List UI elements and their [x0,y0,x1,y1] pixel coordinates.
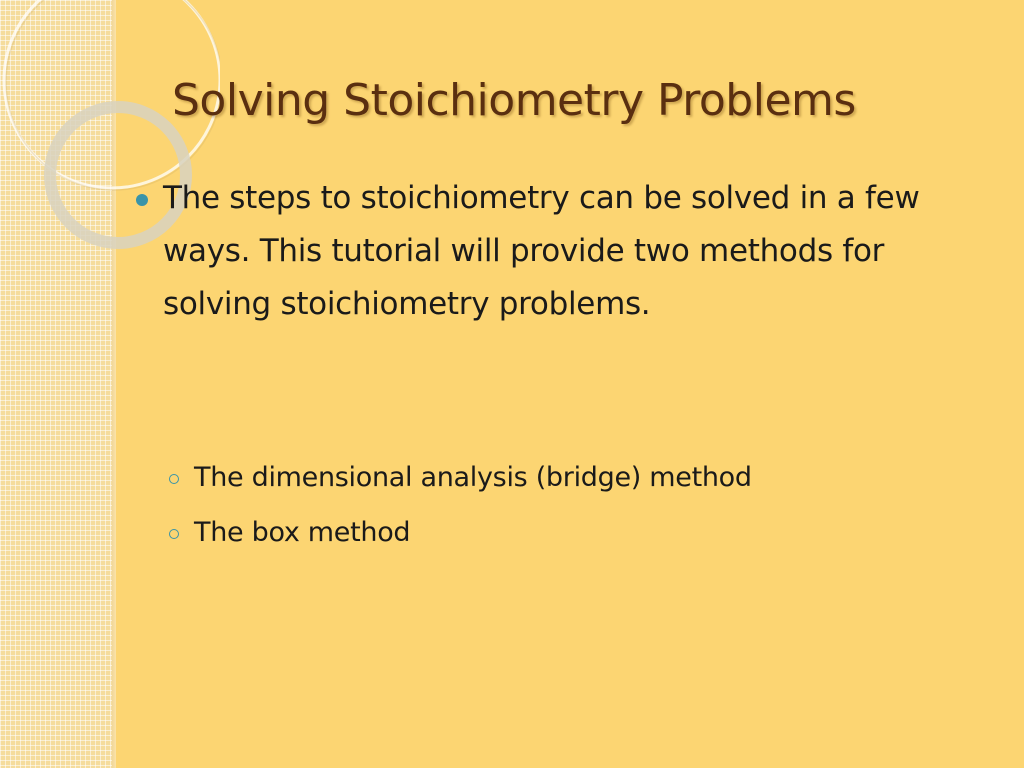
bullet-text: The steps to stoichiometry can be solved in a few ways. This tutorial will provide two methods for solving stoichiometry problems. [163,180,920,322]
slide-title: Solving Stoichiometry Problems [172,75,856,126]
sub-bullet-item [166,505,986,560]
sub-bullet-list [166,450,986,560]
bullet-dot-icon [136,194,148,206]
sub-bullet-item [166,450,986,505]
sub-bullet-text: The box method [194,517,411,548]
sub-bullet-text: The dimensional analysis (bridge) method [194,462,752,493]
sub-bullet-ring-icon [169,474,179,484]
sub-bullet-ring-icon [169,529,179,539]
bullet-item [130,172,990,331]
